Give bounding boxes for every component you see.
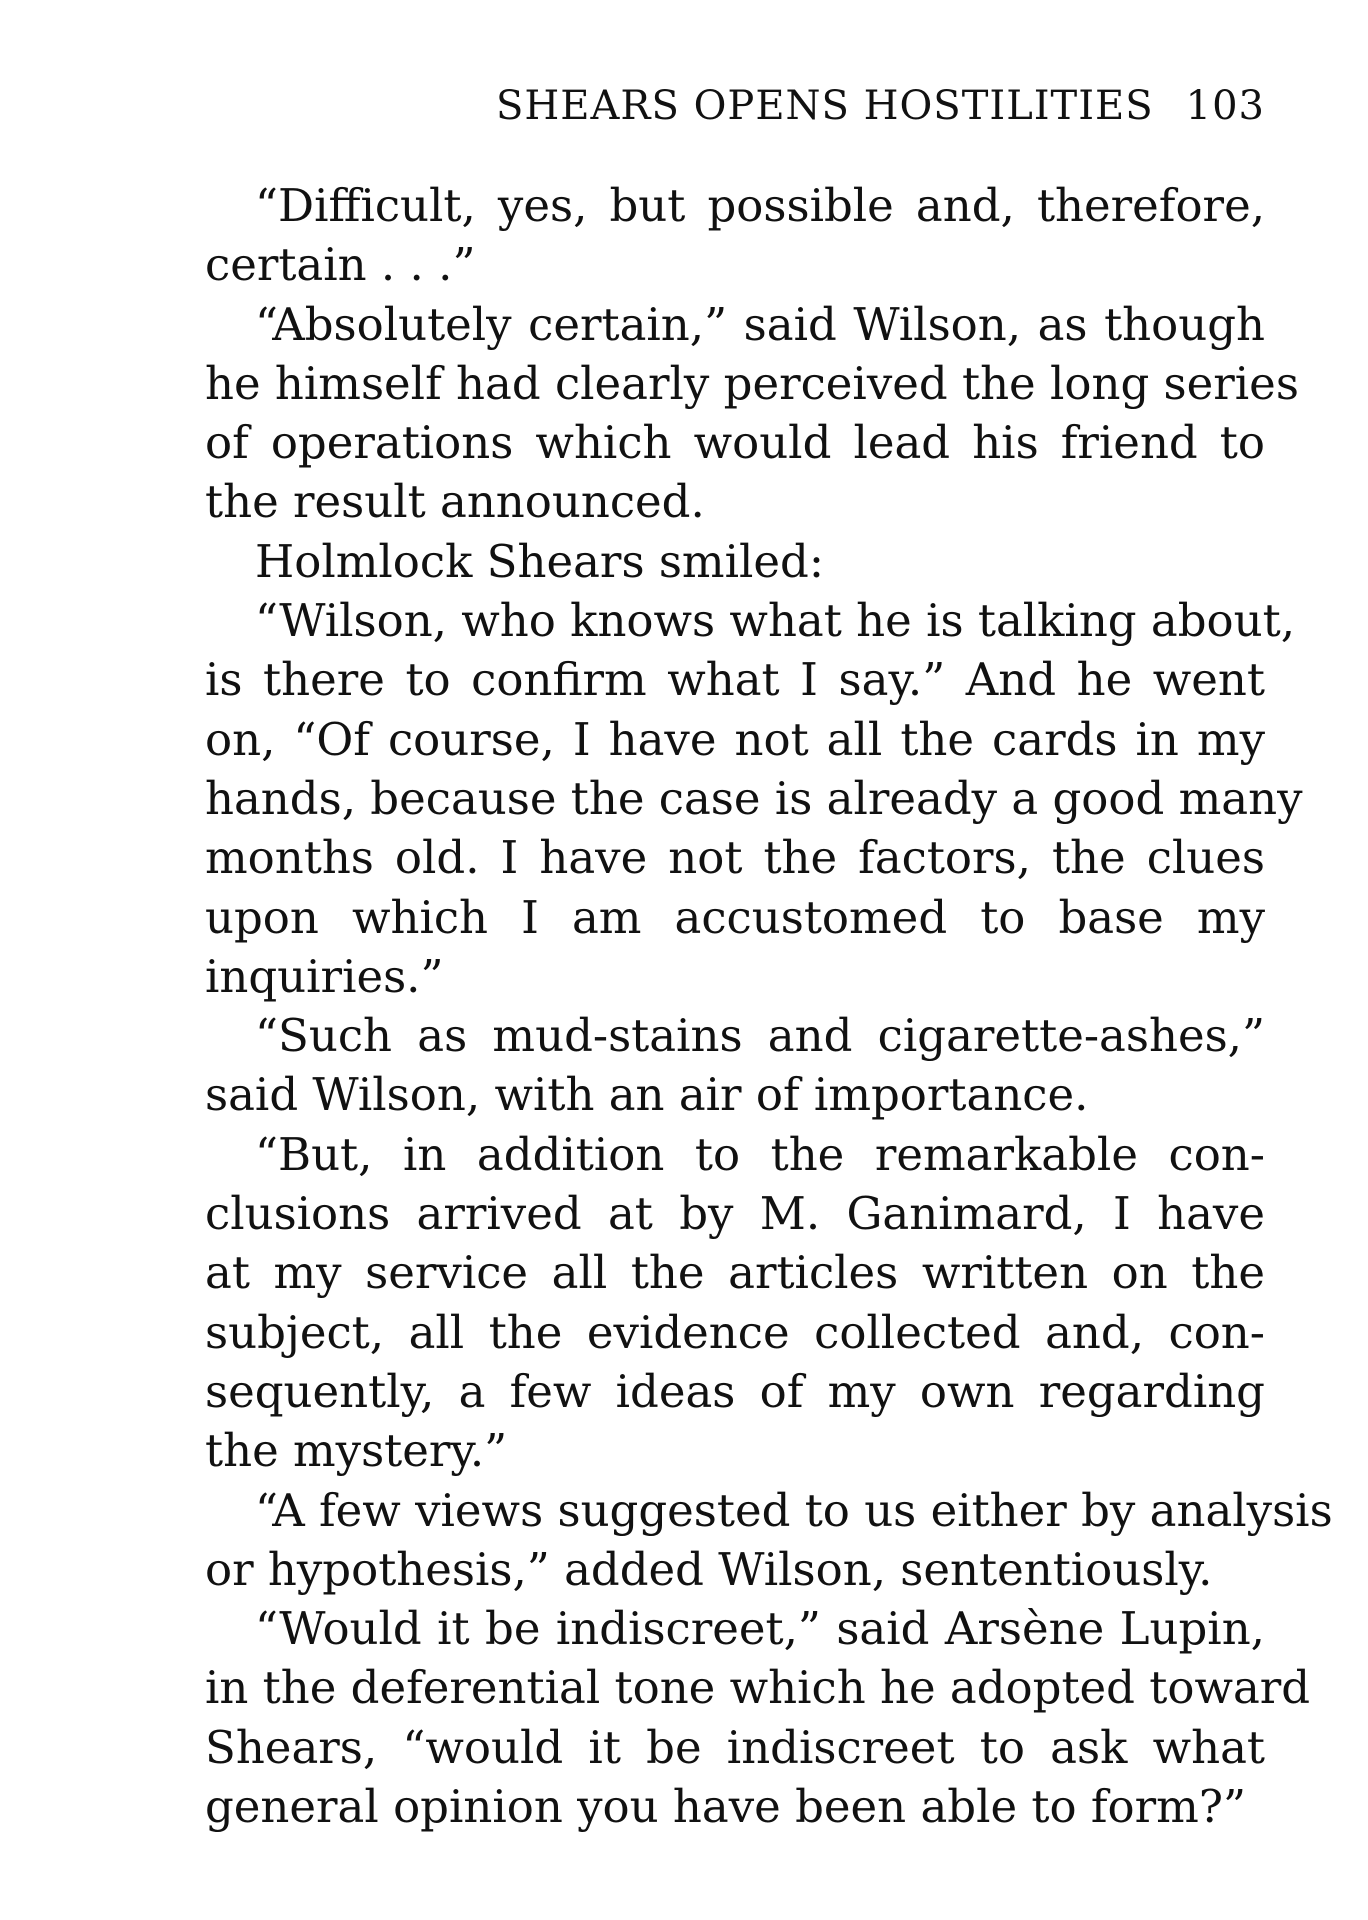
text-line: is there to confirm what I say.” And he went (205, 653, 1265, 707)
text-line: subject, all the evidence collected and, con- (205, 1305, 1265, 1359)
text-line: “But, in addition to the remarkable con- (255, 1127, 1265, 1181)
text-line: “Absolutely certain,” said Wilson, as though (255, 297, 1265, 351)
text-line: of operations which would lead his friend to (205, 416, 1265, 470)
text-line: on, “Of course, I have not all the cards in my (205, 712, 1265, 766)
chapter-title: SHEARS OPENS HOSTILITIES (496, 83, 1154, 129)
text-line: or hypothesis,” added Wilson, sententiously. (205, 1542, 1213, 1596)
text-line: months old. I have not the factors, the clues (205, 831, 1265, 885)
text-line: “Difficult, yes, but possible and, therefore, (255, 179, 1265, 232)
text-line: he himself had clearly perceived the long series (205, 356, 1299, 410)
text-line: Shears, “would it be indiscreet to ask what (205, 1720, 1265, 1774)
text-line: sequently, a few ideas of my own regarding (205, 1364, 1265, 1418)
text-line: inquiries.” (205, 949, 444, 1003)
text-line: said Wilson, with an air of importance. (205, 1068, 1089, 1122)
text-line: “Wilson, who knows what he is talking about, (255, 594, 1296, 648)
text-line: hands, because the case is already a good many (205, 771, 1303, 825)
text-line: “A few views suggested to us either by analysis (255, 1483, 1333, 1537)
text-line: the result announced. (205, 475, 705, 529)
text-line: clusions arrived at by M. Ganimard, I have (205, 1187, 1265, 1241)
text-line: at my service all the articles written on the (205, 1246, 1265, 1300)
text-line: certain . . .” (205, 238, 476, 292)
text-line: upon which I am accustomed to base my (205, 890, 1265, 944)
text-line: the mystery.” (205, 1424, 508, 1478)
running-head (205, 76, 1265, 136)
text-line: general opinion you have been able to form?” (205, 1780, 1246, 1834)
text-line: “Would it be indiscreet,” said Arsène Lupin, (255, 1602, 1265, 1656)
text-line: “Such as mud-stains and cigarette-ashes,” (255, 1009, 1265, 1063)
text-line: Holmlock Shears smiled: (255, 534, 824, 588)
body-text (205, 176, 1333, 1836)
text-line: in the deferential tone which he adopted toward (205, 1661, 1311, 1715)
page-number: 103 (1185, 83, 1265, 129)
